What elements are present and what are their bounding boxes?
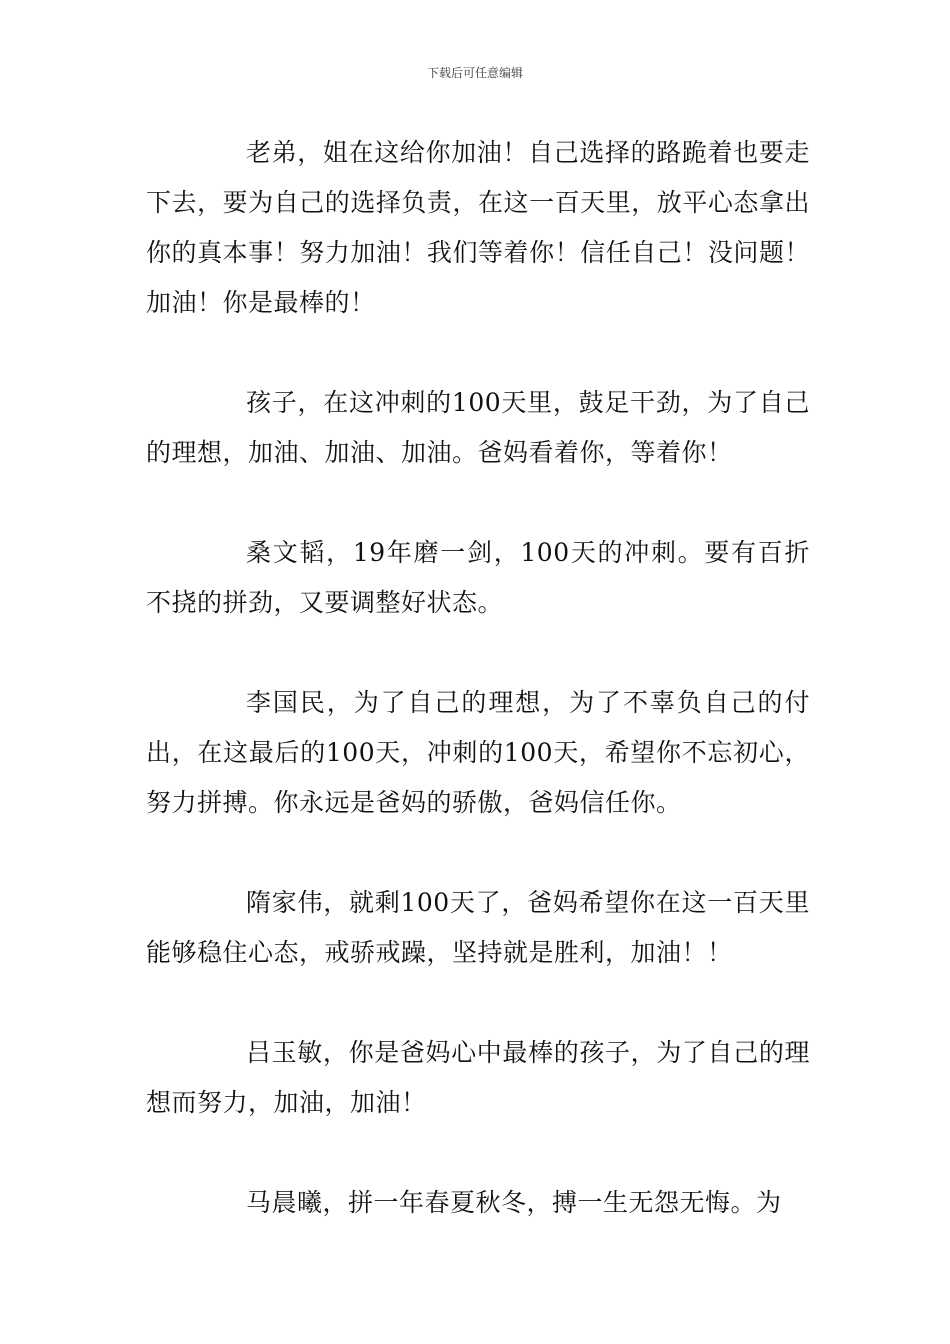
page-header-note: 下载后可任意编辑 bbox=[426, 66, 523, 80]
paragraph-2: 孩子，在这冲刺的100天里，鼓足干劲，为了自己的理想，加油、加油、加油。爸妈看着你，等着你！ bbox=[146, 388, 810, 467]
document-body bbox=[146, 128, 810, 1228]
paragraph-4: 李国民，为了自己的理想，为了不辜负自己的付出，在这最后的100天，冲刺的100天，希望你不忘初心，努力拼搏。你永远是爸妈的骄傲，爸妈信任你。 bbox=[146, 688, 810, 817]
paragraph-3: 桑文韬，19年磨一剑，100天的冲刺。要有百折不挠的拼劲，又要调整好状态。 bbox=[146, 538, 810, 617]
paragraph-6: 吕玉敏，你是爸妈心中最棒的孩子，为了自己的理想而努力，加油，加油！ bbox=[146, 1038, 810, 1117]
paragraph-7: 马晨曦，拼一年春夏秋冬，搏一生无怨无悔。为 bbox=[246, 1188, 782, 1217]
paragraph-5: 隋家伟，就剩100天了，爸妈希望你在这一百天里能够稳住心态，戒骄戒躁，坚持就是胜利，加油！！ bbox=[146, 888, 810, 967]
paragraph-1: 老弟，姐在这给你加油！自己选择的路跪着也要走下去，要为自己的选择负责，在这一百天里，放平心态拿出你的真本事！努力加油！我们等着你！信任自己！没问题！加油！你是最棒的！ bbox=[146, 138, 810, 317]
